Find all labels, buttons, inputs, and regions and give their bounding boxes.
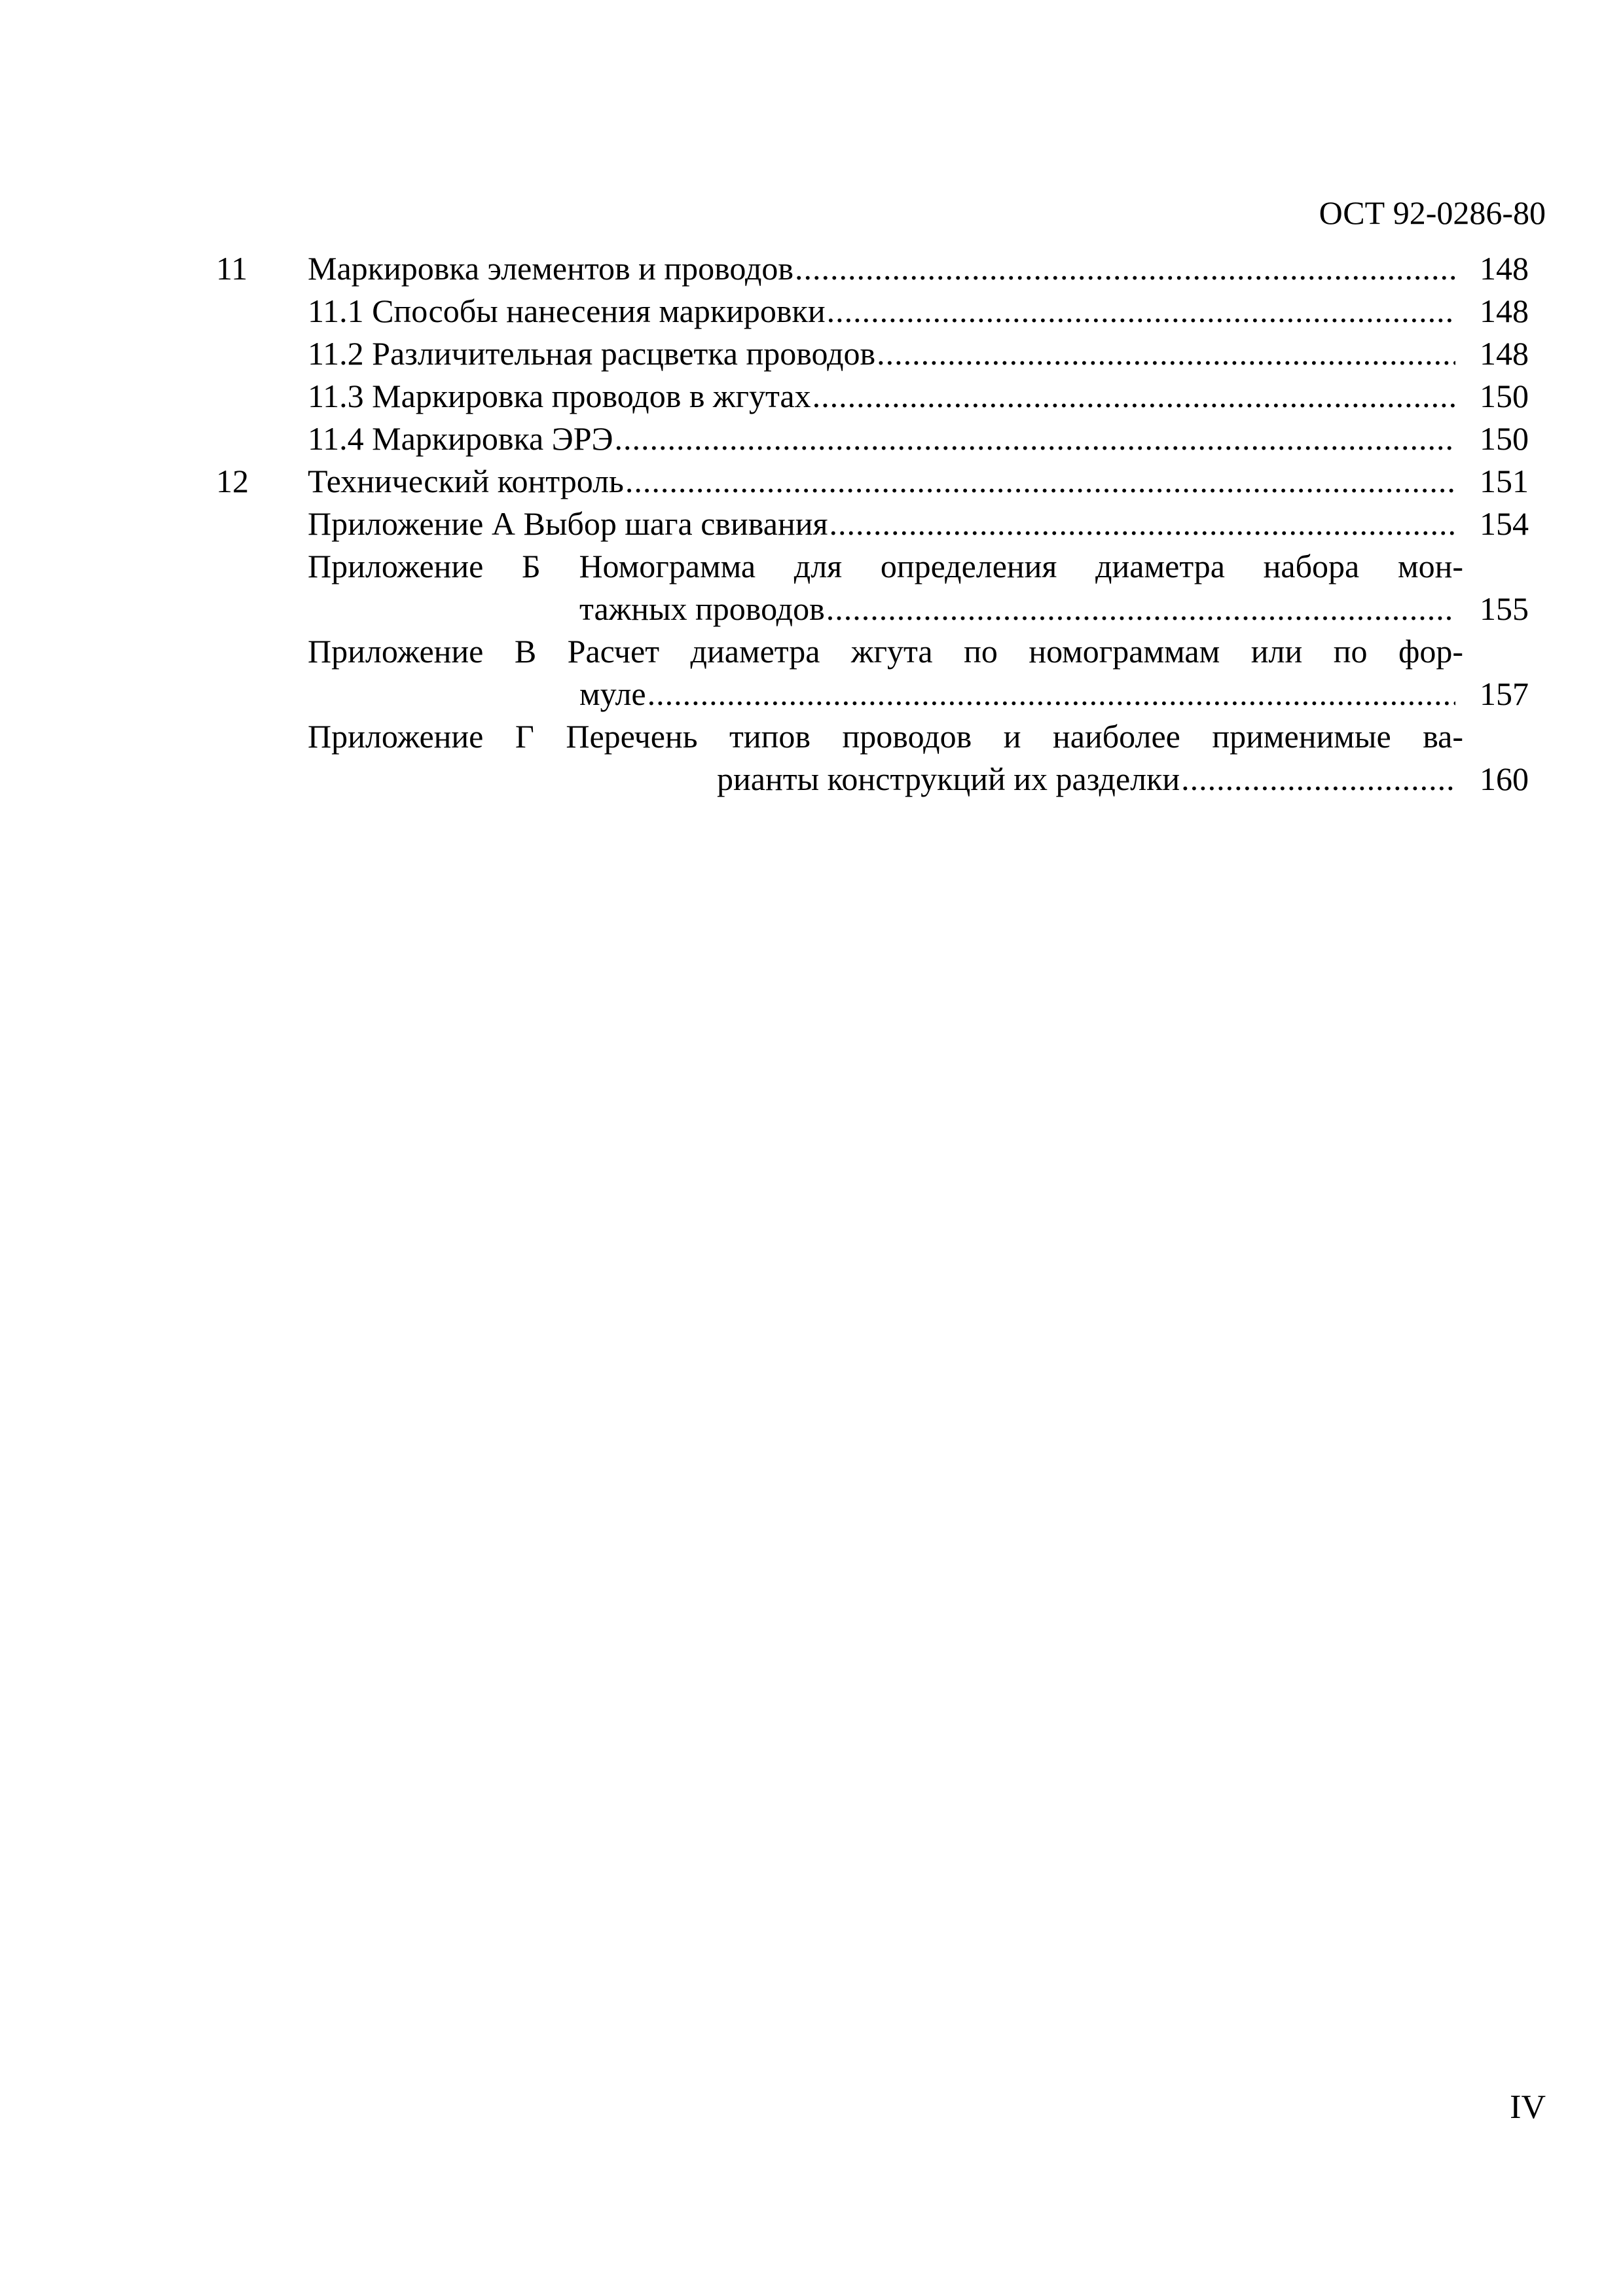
toc-leader-dots xyxy=(829,503,1455,545)
toc-entry-title-continued: муле xyxy=(579,675,646,712)
toc-entry-title: 11.1 Способы нанесения маркировки xyxy=(308,293,826,329)
toc-entry-page: 148 xyxy=(1480,293,1529,329)
toc-entry-title-continued: тажных проводов xyxy=(579,590,825,627)
toc-entry[interactable] xyxy=(216,290,1529,332)
toc-entry-number: 12 xyxy=(216,463,249,499)
toc-entry-line1[interactable] xyxy=(216,715,1529,758)
toc-entry-title: Технический контроль xyxy=(308,463,624,499)
toc-entry-number: 11 xyxy=(216,250,248,287)
table-of-contents xyxy=(216,247,1529,800)
toc-entry-page: 150 xyxy=(1480,420,1529,457)
toc-leader-dots xyxy=(812,375,1455,418)
toc-entry-line2[interactable] xyxy=(216,673,1529,715)
toc-entry-page: 150 xyxy=(1480,378,1529,414)
toc-leader-dots xyxy=(647,673,1455,715)
toc-entry-page: 151 xyxy=(1480,463,1529,499)
toc-leader-dots xyxy=(1181,758,1455,800)
toc-entry-page: 155 xyxy=(1480,590,1529,627)
toc-entry-line2[interactable] xyxy=(216,758,1529,800)
toc-entry-page: 154 xyxy=(1480,505,1529,542)
toc-entry-line2[interactable] xyxy=(216,588,1529,630)
page-number: IV xyxy=(1510,2089,1546,2126)
toc-entry[interactable] xyxy=(216,418,1529,460)
toc-entry-page: 157 xyxy=(1480,675,1529,712)
toc-entry-page: 148 xyxy=(1480,250,1529,287)
toc-entry[interactable] xyxy=(216,503,1529,545)
toc-entry-page: 160 xyxy=(1480,761,1529,797)
toc-entry[interactable] xyxy=(216,460,1529,503)
toc-entry-title-continued: рианты конструкций их разделки xyxy=(717,761,1180,797)
toc-entry[interactable] xyxy=(216,332,1529,375)
toc-entry-page: 148 xyxy=(1480,335,1529,372)
toc-entry[interactable] xyxy=(216,247,1529,290)
toc-entry[interactable] xyxy=(216,375,1529,418)
document-code: ОСТ 92-0286-80 xyxy=(1319,194,1546,231)
toc-entry-title: Приложение А Выбор шага свивания xyxy=(308,505,828,542)
toc-entry-title: Маркировка элементов и проводов xyxy=(308,250,794,287)
toc-entry-line1[interactable] xyxy=(216,630,1529,673)
toc-entry-title: 11.4 Маркировка ЭРЭ xyxy=(308,420,613,457)
toc-leader-dots xyxy=(615,418,1455,460)
toc-entry-title: Приложение Г Перечень типов проводов и наиболее применимые ва- xyxy=(308,718,1463,755)
toc-leader-dots xyxy=(827,290,1455,332)
toc-entry-title: Приложение Б Номограмма для определения диаметра набора мон- xyxy=(308,548,1463,584)
toc-entry-line1[interactable] xyxy=(216,545,1529,588)
toc-leader-dots xyxy=(826,588,1455,630)
toc-entry-title: 11.2 Различительная расцветка проводов xyxy=(308,335,876,372)
toc-entry-title: Приложение В Расчет диаметра жгута по номограммам или по фор- xyxy=(308,633,1463,670)
toc-leader-dots xyxy=(625,460,1455,503)
toc-entry-title: 11.3 Маркировка проводов в жгутах xyxy=(308,378,811,414)
toc-leader-dots xyxy=(795,247,1455,290)
toc-leader-dots xyxy=(877,332,1455,375)
